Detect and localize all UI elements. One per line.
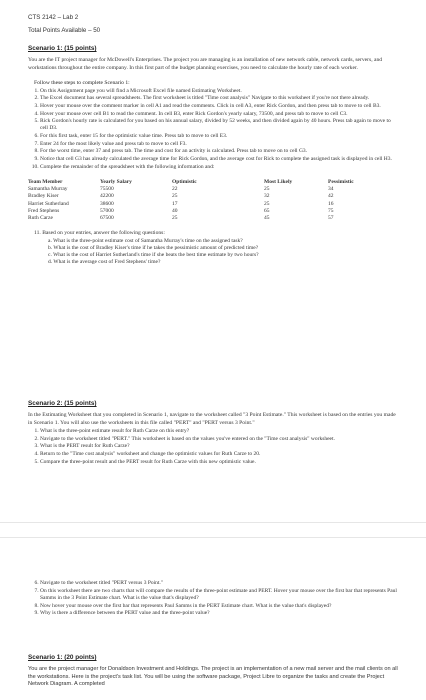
questions-intro: 11. Based on your entries, answer the following questions:	[34, 230, 165, 237]
scenario-1-steps-title: Follow these steps to complete Scenario 1:	[34, 80, 130, 87]
col-header: Most Likely	[264, 178, 293, 185]
scenario-1-intro: You are the IT project manager for McDowell's Enterprises. The project you are managing is an installation of new network cable, network cards, servers, and workstations throughout the entire company. In this first part of the budget planning exercises, you need to calculate the hourly rate of each worker.	[28, 57, 383, 71]
col-header: Pessimistic	[328, 178, 354, 185]
scenario-3-title: Scenario 1: (20 points)	[28, 654, 97, 661]
table-cell: 65	[264, 207, 270, 214]
course-title: CTS 2142 – Lab 2	[28, 14, 79, 21]
table-cell: 75	[328, 207, 334, 214]
question-item: a. What is the three-point estimate cost of Samantha Murray's time on the assigned task?	[48, 237, 243, 244]
table-cell: 67500	[100, 215, 114, 222]
table-cell: 17	[172, 200, 178, 207]
step-item: 9. Why is there a difference between the PERT value and the three-point value?	[40, 610, 400, 617]
step-item: 10. Complete the remainder of the spreadsheet with the following information and:	[40, 164, 400, 171]
scenario-2-continued	[28, 580, 400, 618]
step-item: 2. Navigate to the worksheet titled "PERT." This worksheet is based on the values you've entered on the "Time cost analysis" worksheet.	[40, 436, 400, 443]
table-cell: 22	[172, 186, 178, 193]
table-cell: 42200	[100, 193, 114, 200]
table-cell: Samantha Murray	[28, 186, 68, 193]
table-cell: 32	[264, 193, 270, 200]
table-cell: 16	[328, 200, 334, 207]
scenario-2-steps	[28, 428, 400, 466]
step-item: 6. Navigate to the worksheet titled "PERT versus 3 Point."	[40, 580, 400, 587]
table-cell: 45	[264, 215, 270, 222]
step-item: 2. The Excel document has several spreadsheets. The first worksheet is titled "Time cost analysis" Navigate to this worksheet if you're not there already.	[40, 95, 400, 102]
salary-table	[28, 179, 380, 223]
table-cell: 75500	[100, 186, 114, 193]
step-item: 5. Rick Gordon's hourly rate is calculated for you based on his annual salary, divided by 52 weeks, and then divided again by 40 hours. Press tab again to move to cell D3.	[40, 118, 400, 133]
step-item: 6. For this first task, enter 15 for the optimistic value time. Press tab to move to cell E3.	[40, 133, 400, 140]
table-cell: 57	[328, 215, 334, 222]
table-row	[28, 215, 380, 222]
table-cell: Fred Stephens	[28, 207, 60, 214]
table-cell: Ruth Carze	[28, 215, 53, 222]
table-row	[28, 208, 380, 215]
table-cell: 40	[172, 207, 178, 214]
scenario-1	[28, 45, 400, 267]
questions-intro-text: Based on your entries, answer the following questions:	[42, 230, 165, 237]
scenario-2-steps-continued	[28, 580, 400, 617]
step-item: 8. Now hover your mouse over the first bar that represents Paul Samms in the PERT Estimate chart. What is the value that's displayed?	[40, 603, 400, 610]
table-cell: 25	[264, 186, 270, 193]
document-header	[28, 14, 400, 35]
col-header: Yearly Salary	[100, 178, 132, 185]
table-cell: 57000	[100, 207, 114, 214]
scenario-3-intro: You are the project manager for Donaldson Investment and Holdings. The project is an implementation of a new mail server and the mail clients on all the workstations. Here is the project's task list. You will be using the software package, Project Libre to organize the tasks and create the Project Network Diagram. A completed	[28, 666, 398, 688]
questions-block	[28, 230, 400, 266]
table-cell: 25	[172, 193, 178, 200]
table-cell: 25	[264, 200, 270, 207]
table-row	[28, 201, 380, 208]
table-row	[28, 186, 380, 193]
scenario-2	[28, 400, 400, 466]
step-item: 1. What is the three-point estimate result for Ruth Carze on this entry?	[40, 428, 400, 435]
step-item: 1. On this Assignment page you will find a Microsoft Excel file named Estimating Worksheet.	[40, 88, 400, 95]
table-row	[28, 193, 380, 200]
scenario-1-title: Scenario 1: (15 points)	[28, 45, 97, 52]
step-item: 4. Return to the "Time cost analysis" worksheet and change the optimistic values for Ruth Carze to 20.	[40, 451, 400, 458]
table-header-row	[28, 179, 380, 186]
col-header: Team Member	[28, 178, 63, 185]
question-item: b. What is the cost of Bradley Kiser's time if he takes the pessimistic amount of predicted time?	[48, 244, 259, 251]
scenario-1-steps	[28, 88, 400, 171]
table-cell: 25	[172, 215, 178, 222]
table-cell: Bradley Kiser	[28, 193, 59, 200]
step-item: 9. Notice that cell G3 has already calculated the average time for Rick Gordon, and the average cost for Rick to complete the assigned task is displayed in cell H3.	[40, 156, 400, 163]
step-item: 3. What is the PERT result for Ruth Carze?	[40, 443, 400, 450]
scenario-2-intro: In the Estimating Worksheet that you completed in Scenario 1, navigate to the worksheet called "3 Point Estimate." This worksheet is based on the entries you made in Scenario 1. You will also use the worksheets in this file called "PERT" and "PERT versus 3 Point."	[28, 412, 396, 426]
scenario-3	[28, 654, 400, 689]
step-item: 3. Hover your mouse over the comment marker in cell A1 and read the comments. Click in cell A3, enter Rick Gordon, and then press tab to move to cell B3.	[40, 103, 400, 110]
step-item: 4. Hover your mouse over cell B1 to read the comment. In cell B3, enter Rick Gordon's yearly salary, 73500, and press tab to move to cell C3.	[40, 111, 400, 118]
total-points: Total Points Available – 50	[28, 27, 101, 35]
question-item: d. What is the average cost of Fred Stephens' time?	[48, 259, 161, 266]
col-header: Optimistic	[172, 178, 197, 185]
table-cell: 38600	[100, 200, 114, 207]
page-break	[0, 522, 426, 538]
table-cell: 34	[328, 186, 334, 193]
question-item: c. What is the cost of Harriet Sutherland's time if she beats the best time estimate by two hours?	[48, 252, 259, 259]
table-cell: Harriet Sutherland	[28, 200, 69, 207]
step-item: 8. For the worst time, enter 37 and press tab. The time and cost for an activity is calculated. Press tab to move on to cell G3.	[40, 148, 400, 155]
table-cell: 42	[328, 193, 334, 200]
step-item: 7. On this worksheet there are two charts that will compare the results of the three-point estimate and PERT. Hover your mouse over the first bar that represents Paul Samms in the 3 Point Estimate chart. What is the value that's displayed?	[40, 588, 400, 603]
scenario-2-title: Scenario 2: (15 points)	[28, 400, 97, 407]
step-item: 5. Compare the three-point result and the PERT result for Ruth Carze with this new optimistic value.	[40, 459, 400, 466]
step-item: 7. Enter 24 for the most likely value and press tab to move to cell F3.	[40, 141, 400, 148]
